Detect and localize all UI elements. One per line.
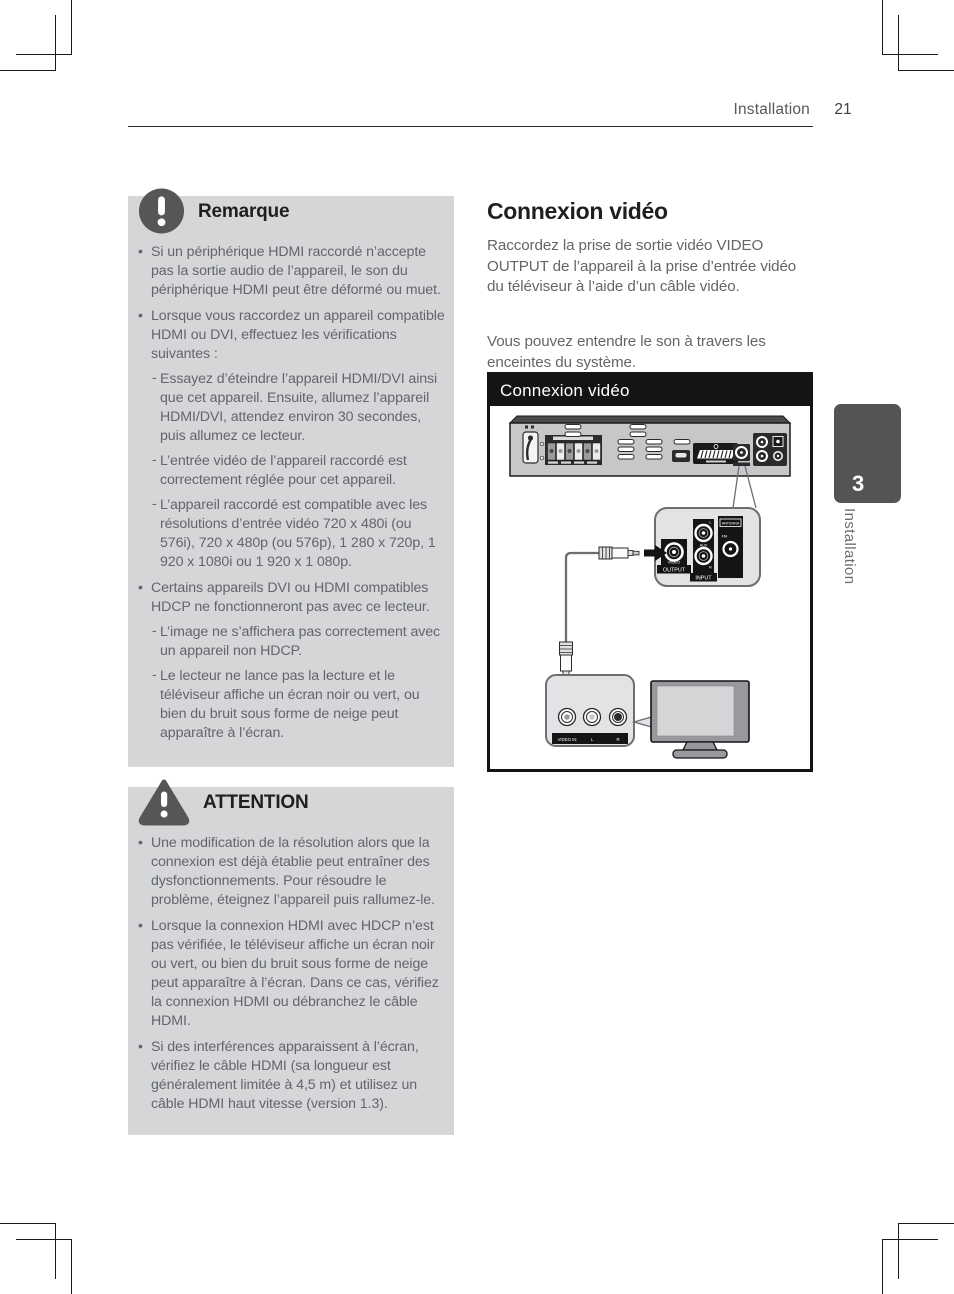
caution-triangle-icon [138,778,190,826]
note-box [128,196,454,767]
note-sub-item: - L’image ne s’affichera pas correctement avec un appareil non HDCP. [152,623,445,661]
caution-list [138,834,445,1114]
output-label: OUTPUT [662,567,686,574]
tv-video-in-jack [559,709,576,726]
note-title: Remarque [198,200,290,222]
video-output-jack [657,539,691,574]
tv-audio-right-jack [610,709,627,726]
scart-connector [693,443,738,464]
body-paragraph: Raccordez la prise de sortie vidéo VIDEO OUTPUT de l’appareil à la prise d’entrée vidéo du téléviseur à l’aide d’un câble vidéo. [487,237,797,296]
tv-right-label: R [616,736,620,742]
rca-plug-horizontal [599,547,639,559]
antenna-label: ANTENNA [721,521,740,526]
television [651,681,749,758]
list-item [138,243,445,300]
note-item-text: Si un périphérique HDMI raccordé n’accepte pas la sortie audio de l’appareil, le son du périphérique HDMI peut être déformé ou muet. [151,244,441,298]
note-sub-item: - L’entrée vidéo de l’appareil raccordé est correctement réglée pour cet appareil. [152,452,445,490]
list-item [138,834,445,910]
rear-jack-cluster [753,433,787,466]
figure-title-bar: Connexion vidéo [490,375,810,406]
header-rule [128,126,813,127]
video-label: VIDEO [667,559,681,565]
list-item [138,307,445,572]
caution-item-text: Une modification de la résolution alors que la connexion est déjà établie peut entraîner des dysfonctionnements. Pour résoudre le problème, éteignez l’appareil puis rallumez-le. [151,835,435,908]
note-list [138,243,445,743]
receiver-rear-panel [510,416,790,476]
tv-audio-left-jack [584,709,601,726]
aux-input-jacks [690,519,717,582]
page-title: Connexion vidéo [487,198,668,225]
note-sub-item: - Essayez d’éteindre l’appareil HDMI/DVI ainsi que cet appareil. Ensuite, allumez l’appareil HDMI/DVI, attendez environ 30 secondes, puis allumez ce lecteur. [152,370,445,446]
fm-label: FM [721,533,728,539]
note-item-text: Certains appareils DVI ou HDMI compatibles HDCP ne fonctionneront pas avec ce lecteur. [151,580,430,615]
chapter-side-label: Installation [841,508,858,585]
antenna-jack [718,516,743,578]
header-section-label: Installation [733,101,810,118]
note-box-header [138,185,445,237]
zoomed-connection-panel [655,508,760,586]
tv-left-label: L [590,736,594,742]
input-label: INPUT [695,575,712,582]
receiver-video-out-jack [733,444,750,466]
caution-item-text: Lorsque la connexion HDMI avec HDCP n’est pas vérifiée, le téléviseur affiche un écran noir ou vert, ou bien du bruit sous forme de neige peut apparaître à l’écran. Dans ce cas, vérifiez la connexion HDMI ou débranchez le câble HDMI. [151,918,439,1029]
header-page-number: 21 [834,101,852,118]
hdmi-port [672,450,690,462]
caution-item-text: Si des interférences apparaissent à l’écran, vérifiez le câble HDMI (sa longueur est généralement limitée à 4,5 m) et utilisez un câble HDMI haut vitesse (version 1.3). [151,1039,419,1112]
note-exclamation-icon [138,187,185,235]
list-item [138,1038,445,1114]
aux-left-label: L [709,519,712,525]
tv-input-panel [546,675,634,746]
video-in-label: VIDEO IN [557,736,577,742]
chapter-number: 3 [852,471,865,496]
aux-right-label: R [709,564,712,570]
note-sub-item: - Le lecteur ne lance pas la lecture et le téléviseur affiche un écran noir ou vert, ou bien du bruit sous forme de neige peut apparaître à l’écran. [152,667,445,743]
caution-box-header [138,776,445,828]
video-connection-figure [487,372,813,772]
list-item [138,579,445,743]
note-sub-item: - L’appareil raccordé est compatible avec les résolutions d’entrée vidéo 720 x 480i (ou 576i), 720 x 480p (ou 576p), 1 280 x 720p, 1 920 x 1080i ou 1 920 x 1 080p. [152,496,445,572]
figure-illustration [490,406,810,769]
caution-title: ATTENTION [203,791,309,813]
note-item-text: Lorsque vous raccordez un appareil compatible HDMI ou DVI, effectuez les vérifications suivantes : [151,308,445,362]
body-paragraph: Vous pouvez entendre le son à travers les enceintes du système. [487,333,766,371]
list-item [138,917,445,1031]
chapter-tab [834,404,901,503]
aux-label: AUX [699,543,708,548]
caution-box [128,787,454,1135]
